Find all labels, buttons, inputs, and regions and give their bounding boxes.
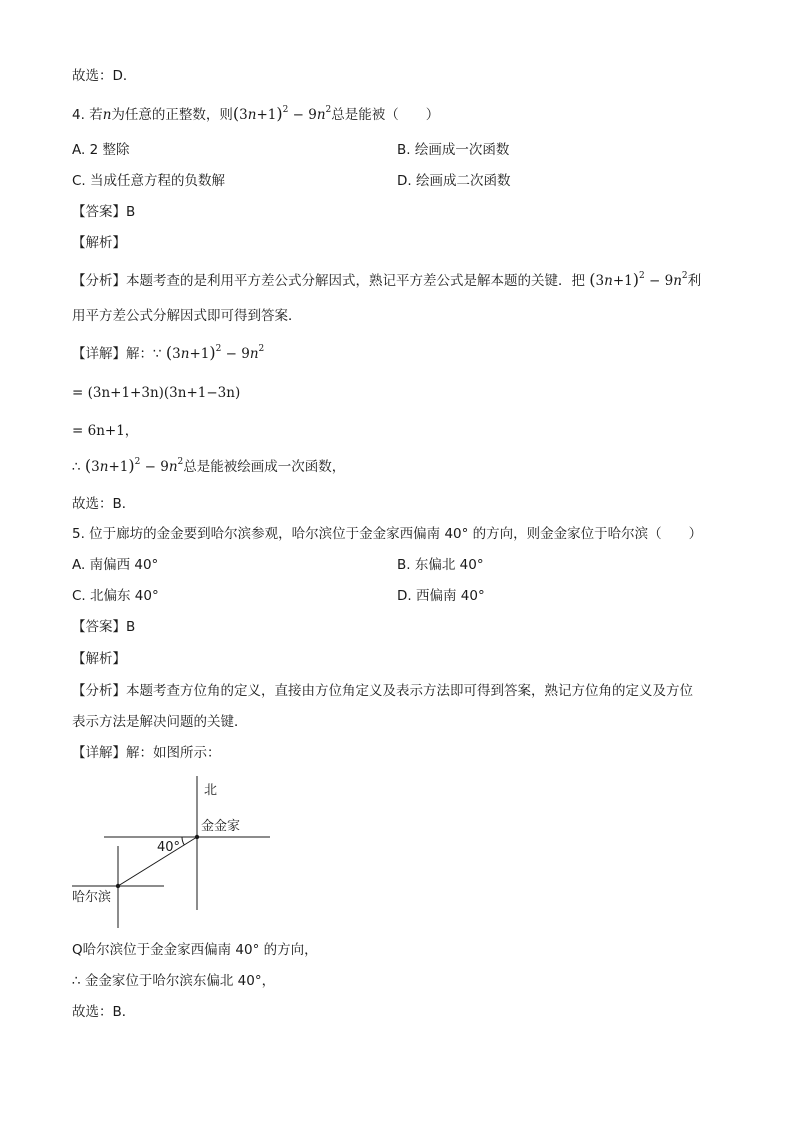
harbin-label: 哈尔滨 — [72, 890, 112, 905]
q5-option-c: C. 北偏东 40° — [72, 588, 159, 604]
north-label: 北 — [204, 783, 218, 798]
q4-step2: = 6n+1， — [72, 423, 139, 439]
q5-analysis-line1: 【分析】本题考查方位角的定义，直接由方位角定义及表示方法即可得到答案，熟记方位角的定义及方位 — [72, 683, 693, 699]
q4-stem-mid: 为任意的正整数，则 — [111, 107, 233, 123]
direction-diagram — [60, 772, 290, 932]
q5-because-line: Q哈尔滨位于金金家西偏南 40° 的方向， — [72, 942, 318, 958]
q5-option-d: D. 西偏南 40° — [397, 588, 485, 604]
harbin-point — [116, 884, 120, 888]
q4-analysis-tail: 利 — [687, 273, 702, 289]
q4-analysis-line2: 用平方差公式分解因式即可得到答案． — [72, 308, 302, 324]
home-label: 金金家 — [201, 819, 241, 834]
q4-option-d: D. 绘画成二次函数 — [397, 173, 511, 189]
home-point — [195, 835, 199, 839]
q4-conclusion-prefix: ∴ — [72, 459, 81, 475]
q4-final-answer: 故选：B． — [72, 496, 136, 512]
q4-conclusion-expression: $(3n+1)^2 - 9n^2$ — [84, 456, 184, 475]
q5-option-b: B. 东偏北 40° — [397, 557, 484, 573]
q4-expression: $(3n+1)^2 - 9n^2$ — [232, 104, 332, 123]
q5-final-answer: 故选：B． — [72, 1004, 136, 1020]
q4-number: 4. — [72, 107, 85, 123]
q4-step1: = (3n+1+3n)(3n+1−3n) — [72, 385, 241, 401]
q4-conclusion-suffix: 总是能被绘画成一次函数， — [183, 459, 346, 475]
q4-option-c: C. 当成任意方程的负数解 — [72, 173, 226, 189]
q4-detail-line — [72, 343, 264, 364]
q4-stem-post: 总是能被（ ） — [331, 107, 440, 123]
q4-analysis-expression: $(3n+1)^2 - 9n^2$ — [589, 270, 688, 289]
q4-answer: 【答案】B — [72, 204, 136, 220]
q3-final-answer: 故选：D． — [72, 68, 137, 84]
angle-arc — [182, 837, 184, 845]
q4-conclusion — [72, 456, 345, 477]
q4-analysis-text: 【分析】本题考查的是利用平方差公式分解因式，熟记平方差公式是解本题的关键．把 — [72, 273, 585, 289]
angle-label: 40° — [157, 840, 181, 855]
q4-analysis-line1 — [72, 270, 701, 291]
q4-var-n: n — [102, 107, 112, 123]
q4-option-a: A. 2 整除 — [72, 142, 130, 158]
q4-detail-expression: $(3n+1)^2 - 9n^2$ — [165, 343, 265, 362]
q4-stem — [72, 104, 439, 125]
q5-stem: 5. 位于廊坊的金金要到哈尔滨参观，哈尔滨位于金金家西偏南 40° 的方向，则金金家位于哈尔滨（ ） — [72, 526, 703, 542]
q4-stem-pre: 若 — [89, 107, 103, 123]
q5-analysis-line2: 表示方法是解决问题的关键． — [72, 714, 248, 730]
q5-detail-line: 【详解】解：如图所示： — [72, 745, 221, 761]
q4-detail-label: 【详解】解：∵ — [72, 346, 162, 362]
q5-option-a: A. 南偏西 40° — [72, 557, 159, 573]
q4-option-b: B. 绘画成一次函数 — [397, 142, 510, 158]
q5-therefore-line: ∴ 金金家位于哈尔滨东偏北 40°， — [72, 973, 276, 989]
q5-jiexi-heading: 【解析】 — [72, 651, 126, 667]
q4-jiexi-heading: 【解析】 — [72, 235, 126, 251]
q5-answer: 【答案】B — [72, 619, 136, 635]
